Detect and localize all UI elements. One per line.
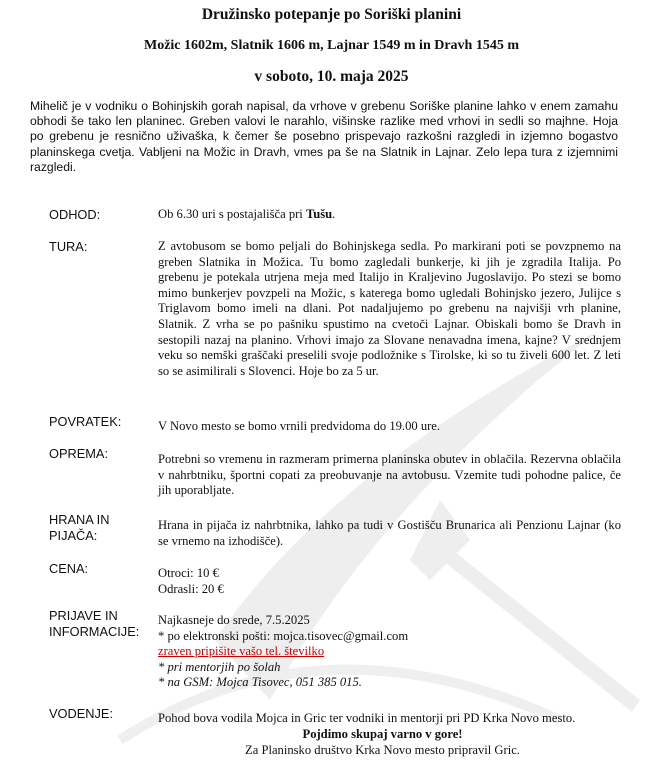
registration-email: * po elektronski pošti: mojca.tisovec@gmail.com	[158, 628, 409, 643]
registration-mentors: * pri mentorjih po šolah	[158, 659, 281, 674]
label-vodenje: VODENJE:	[49, 706, 113, 721]
label-oprema: OPREMA:	[49, 446, 109, 461]
label-hrana-line2: PIJAČA:	[49, 527, 98, 543]
label-hrana-line1: HRANA IN	[49, 512, 110, 527]
price-children: Otroci: 10 €	[158, 566, 219, 580]
phone-number-note	[158, 644, 621, 660]
price-adults: Odrasli: 20 €	[158, 581, 224, 596]
odhod-location: Tušu	[305, 207, 333, 221]
label-povratek: POVRATEK:	[49, 414, 122, 429]
value-povratek: V Novo mesto se bomo vrnili predvidoma do 19.00 ure.	[158, 419, 441, 433]
value-vodenje: Pohod bova vodila Mojca in Gric ter vodniki in mentorji pri PD Krka Novo mesto.	[158, 711, 576, 725]
registration-gsm: * na GSM: Mojca Tisovec, 051 385 015.	[158, 675, 362, 690]
label-odhod: ODHOD:	[49, 207, 101, 222]
peaks-subtitle: Možic 1602m, Slatnik 1606 m, Lajnar 1549 m in Dravh 1545 m	[143, 38, 519, 53]
value-tura: Z avtobusom se bomo peljali do Bohinjskega sedla. Po markirani poti se povzpnemo na greben Slatnika in Možica. Tu bomo zagledali bunkerje, ki jih je zgradila Italija. Po grebenu je potekala utrjena meja med Italijo in Kraljevino Jugoslavijo. Po stezi se bomo mimo bunkerjev povzpeli na Možic, s katerega bomo ugledali Bohinjsko jezero, Julijce s Triglavom bomo imeli na dlani. Pot nadaljujemo po grebenu na najvišji vrh planine, Slatnik. Z vrha se po pašniku spustimo na cvetoči Lajnar. Obiskali bomo še Dravh in sestopili nazaj na planino. Vrhovi imajo za Slovane nenavadna imena, kajne? V srednjem veku so nemški graščaki preselili svoje podložnike s Tirolske, ki so tu živeli 600 let. Z leti so se asimilirali s Slovenci. Hoje bo za 5 ur.	[158, 239, 621, 378]
value-prijave	[158, 613, 621, 691]
event-date: v soboto, 10. maja 2025	[254, 68, 409, 85]
phone-note-text: zraven pripišite vašo tel. številko	[158, 644, 325, 659]
label-hrana	[49, 512, 109, 543]
closing-prepared-by: Za Planinsko društvo Krka Novo mesto pripravil Gric.	[245, 742, 520, 757]
value-hrana: Hrana in pijača iz nahrbtnika, lahko pa tudi v Gostišču Brunarica ali Penzionu Lajnar (ko se vrnemo na izhodišče).	[158, 518, 621, 548]
value-oprema: Potrebni so vremenu in razmeram primerna planinska obutev in oblačila. Rezervna oblačila v nahrbtniku, športni copati za preobuvanje na avtobusu. Vzemite tudi pohodne palice, če jih uporabljate.	[158, 452, 621, 498]
odhod-text: Ob 6.30 uri s postajališča pri	[158, 207, 306, 221]
label-tura: TURA:	[49, 239, 88, 254]
label-cena: CENA:	[49, 561, 89, 576]
label-prijave-line1: PRIJAVE IN	[49, 608, 118, 623]
registration-deadline: Najkasneje do srede, 7.5.2025	[158, 613, 310, 627]
closing-block	[100, 727, 663, 758]
label-prijave	[49, 608, 139, 639]
value-odhod	[158, 207, 621, 223]
intro-paragraph: Mihelič je v vodniku o Bohinjskih gorah napisal, da vrhove v grebenu Soriške planine lahko v enem zamahu obhodi še tako len planinec. Greben valovi le narahlo, višinske razlike med vrhovi in sedli so majhne. Hoja po grebenu je resnično uživaška, k čemer še posebno prispevajo razkošni razgledi in izjemno bogastvo planinskega cvetja. Vabljeni na Možic in Dravh, vmes pa še na Slatnik in Lajnar. Zelo lepa tura z izjemnimi razgledi.	[30, 99, 618, 174]
document-title: Družinsko potepanje po Soriški planini	[201, 6, 462, 23]
closing-greeting: Pojdimo skupaj varno v gore!	[302, 727, 463, 741]
label-prijave-line2: INFORMACIJE:	[49, 623, 140, 639]
value-cena	[158, 566, 621, 597]
odhod-end: .	[332, 207, 336, 221]
